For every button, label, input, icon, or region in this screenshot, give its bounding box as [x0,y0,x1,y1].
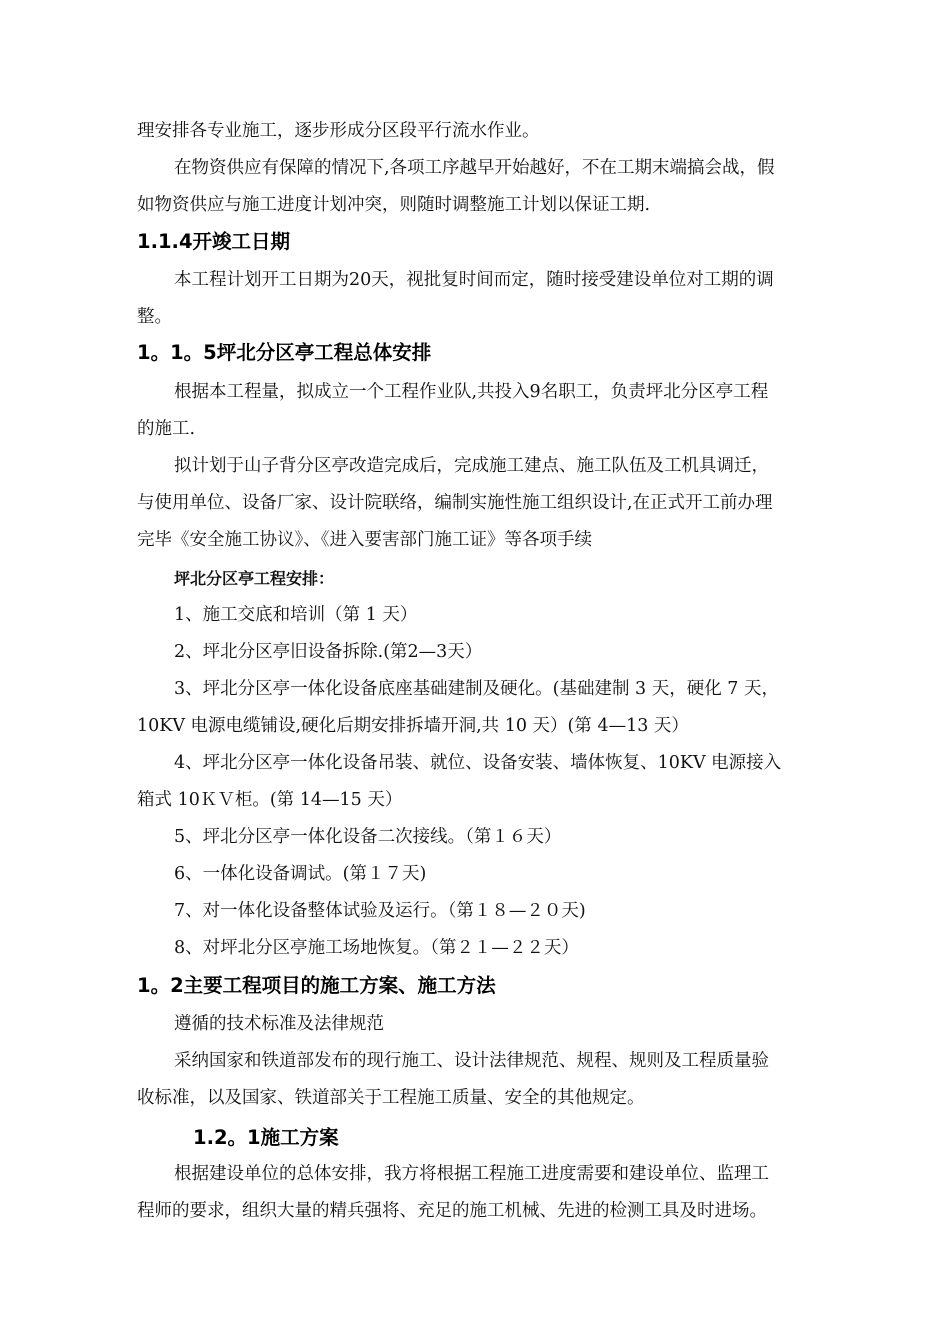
subsection-title: 坪北分区亭工程安排： [174,569,335,588]
schedule-item: 2、坪北分区亭旧设备拆除.(第2—3天） [174,642,483,662]
schedule-item: 1、施工交底和培训（第 1 天） [174,605,418,625]
paragraph-line: 在物资供应有保障的情况下,各项工序越早开始越好，不在工期末端搞会战，假 [174,158,775,178]
paragraph-line: 遵循的技术标准及法律规范 [174,1014,384,1034]
paragraph-line: 完毕《安全施工协议》、《进入要害部门施工证》等各项手续 [137,530,592,550]
schedule-item: 8、对坪北分区亭施工场地恢复。（第２１—２２天） [174,938,579,958]
paragraph-line: 整。 [137,307,172,327]
paragraph-line: 如物资供应与施工进度计划冲突，则随时调整施工计划以保证工期. [137,195,651,215]
schedule-item: 箱式 10ＫＶ柜。(第 14—15 天） [137,790,403,810]
section-heading-1-2-1: 1.2。1施工方案 [193,1126,339,1149]
paragraph-line: 收标准，以及国家、铁道部关于工程施工质量、安全的其他规定。 [137,1088,645,1108]
paragraph-line: 与使用单位、设备厂家、设计院联络，编制实施性施工组织设计,在正式开工前办理 [137,493,773,513]
schedule-item: 10KV 电源电缆铺设,硬化后期安排拆墙开洞,共 10 天）(第 4—13 天） [137,716,689,736]
section-heading-1-1-4: 1.1.4开竣工日期 [137,230,291,253]
paragraph-line: 采纳国家和铁道部发布的现行施工、设计法律规范、规程、规则及工程质量验 [174,1051,769,1071]
paragraph-line: 的施工. [137,419,196,439]
schedule-item: 6、一体化设备调试。(第１７天) [174,864,427,884]
section-heading-1-1-5: 1。1。5坪北分区亭工程总体安排 [137,341,432,364]
paragraph-line: 根据建设单位的总体安排，我方将根据工程施工进度需要和建设单位、监理工 [174,1164,769,1184]
paragraph-line: 根据本工程量，拟成立一个工程作业队,共投入9名职工，负责坪北分区亭工程 [174,382,769,402]
schedule-item: 7、对一体化设备整体试验及运行。（第１８—２０天) [174,901,586,921]
paragraph-line: 理安排各专业施工，逐步形成分区段平行流水作业。 [137,121,540,141]
paragraph-line: 本工程计划开工日期为20天，视批复时间而定，随时接受建设单位对工期的调 [174,270,774,290]
paragraph-line: 拟计划于山子背分区亭改造完成后，完成施工建点、施工队伍及工机具调迁， [174,456,769,476]
section-heading-1-2: 1。2主要工程项目的施工方案、施工方法 [137,974,496,997]
schedule-item: 5、坪北分区亭一体化设备二次接线。（第１６天） [174,827,562,847]
schedule-item: 3、坪北分区亭一体化设备底座基础建制及硬化。(基础建制 3 天，硬化 7 天， [174,679,779,699]
paragraph-line: 程师的要求，组织大量的精兵强将、充足的施工机械、先进的检测工具及时进场。 [137,1201,767,1221]
schedule-item: 4、坪北分区亭一体化设备吊装、就位、设备安装、墙体恢复、10KV 电源接入 [174,753,782,773]
